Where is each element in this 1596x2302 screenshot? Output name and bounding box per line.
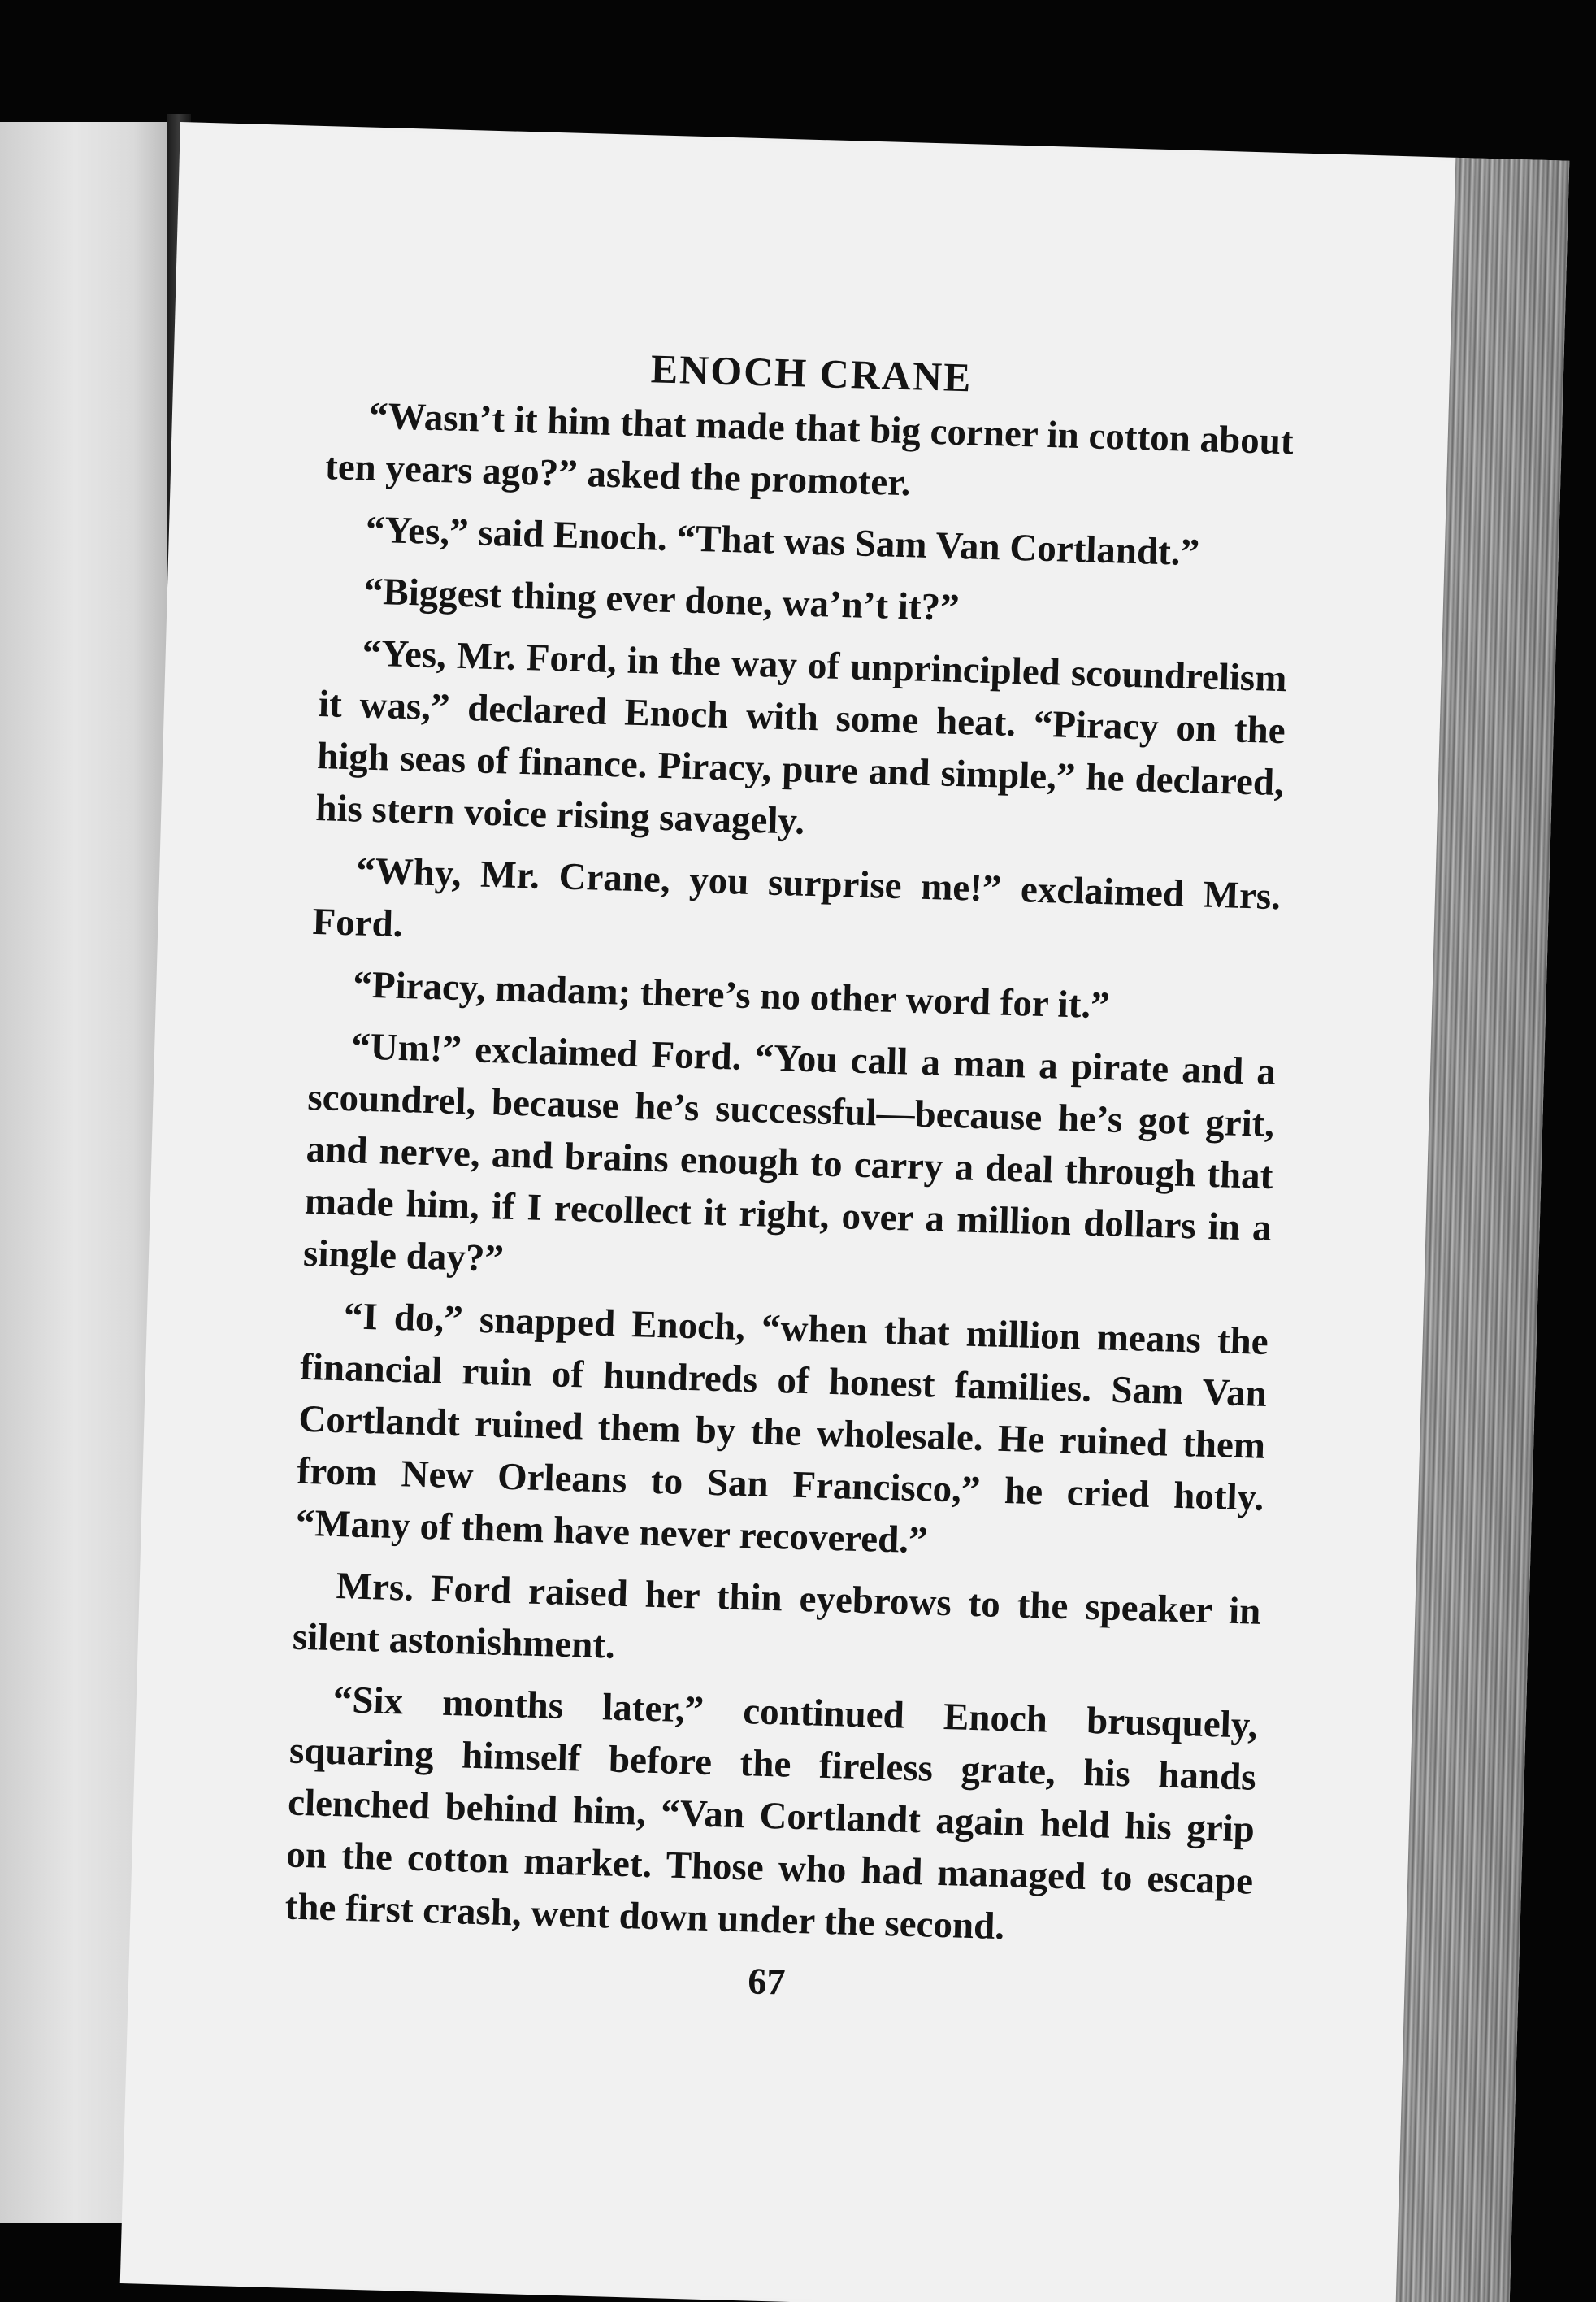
paragraph: “I do,” snapped Enoch, “when that million means the financial ruin of hundreds of honest families. Sam Van Cortlandt ruined them by the wholesale. He ruined them from New Orleans to San Francisco,” he cried hotly. “Many of them have never recovered.” (295, 1295, 1269, 1562)
paragraph: Mrs. Ford raised her thin eyebrows to the speaker in silent astonishment. (292, 1565, 1262, 1667)
paragraph: “Wasn’t it him that made that big corner in cotton about ten years ago?” asked the promoter. (324, 394, 1295, 505)
paragraph: “Um!” exclaimed Ford. “You call a man a pirate and a scoundrel, because he’s successful—because he’s got grit, and nerve, and brains enough to carry a deal through that made him, if I recollect it right, over a million dollars in a single day?” (302, 1025, 1277, 1280)
paragraph: “Six months later,” continued Enoch brusquely, squaring himself before the fireless grate, his hands clenched behind him, “Van Cortlandt again held his grip on the cotton market. Those who had managed to escape the first crash, went down under the second. (284, 1679, 1259, 1948)
paragraph: “Why, Mr. Crane, you surprise me!” exclaimed Mrs. Ford. (311, 849, 1282, 946)
page-text-block (283, 333, 1296, 2021)
paragraph: “Biggest thing ever done, wa’n’t it?” (363, 570, 961, 629)
book-page (120, 122, 1570, 2302)
paragraph: “Yes,” said Enoch. “That was Sam Van Cortlandt.” (365, 508, 1200, 575)
page-fore-edge (1395, 158, 1569, 2302)
running-head: ENOCH CRANE (650, 345, 974, 401)
page-number: 67 (747, 1960, 787, 2003)
paragraph: “Piracy, madam; there’s no other word for it.” (352, 963, 1111, 1027)
paragraph: “Yes, Mr. Ford, in the way of unprincipled scoundrelism it was,” declared Enoch with some heat. “Piracy on the high seas of finance. Piracy, pure and simple,” he declared, his stern voice rising savagely. (314, 632, 1288, 843)
